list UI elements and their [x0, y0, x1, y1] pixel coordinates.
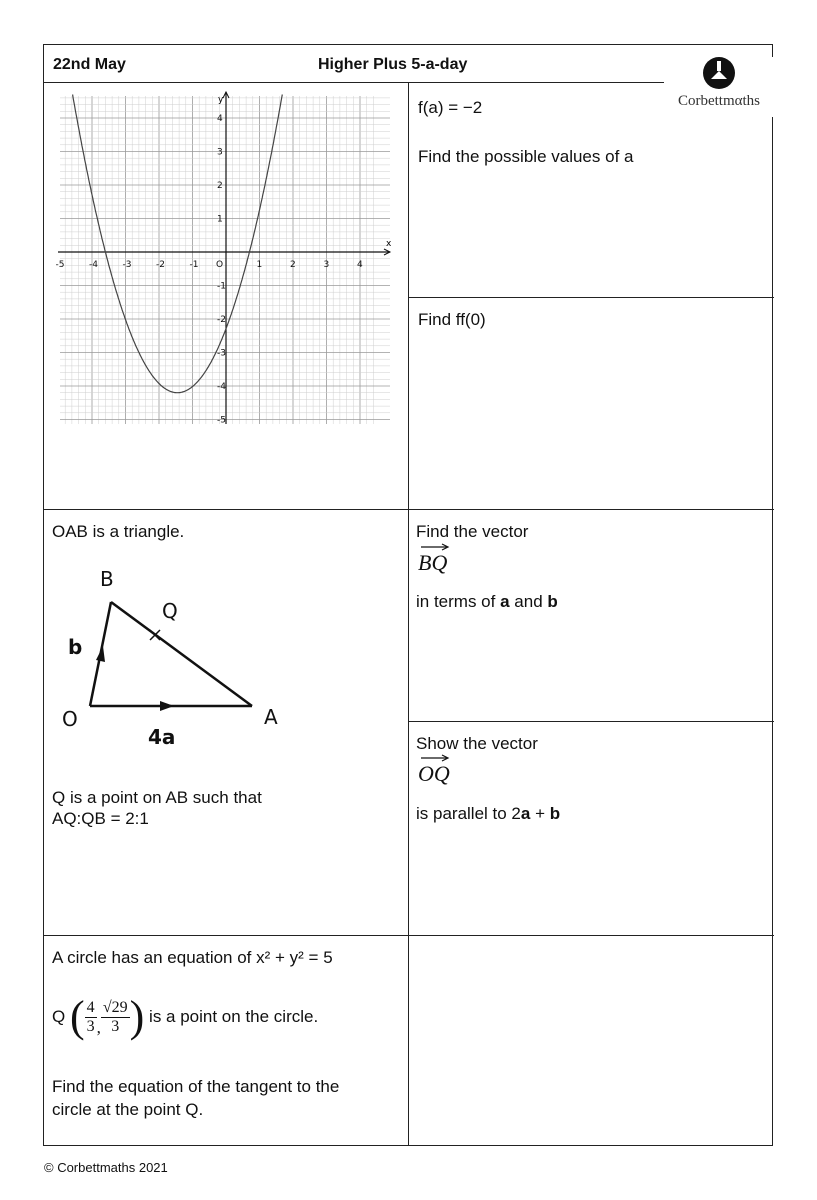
divider: [44, 935, 774, 936]
label-q: Q: [162, 599, 178, 623]
y-tick-label: -5: [217, 415, 226, 426]
x-tick-label: 4: [357, 260, 363, 270]
x-tick-label: 1: [256, 260, 263, 270]
q-marker: [150, 630, 160, 640]
q1-line2: Find the possible values of a: [418, 147, 634, 166]
q6-point: Q ( $\frac{4}{3}$ , $\frac{√29}{3}$ ) is a point on the circle.: [52, 992, 319, 1041]
divider: [408, 721, 774, 722]
page-title: Higher Plus 5-a-day: [318, 56, 468, 73]
x-axis-label: x: [386, 239, 392, 249]
date: 22nd May: [53, 56, 126, 73]
x-tick-label: 2: [290, 260, 296, 270]
label-b: b: [68, 635, 83, 659]
header: [44, 45, 772, 83]
y-tick-label: -1: [217, 281, 226, 292]
y-tick-label: -3: [217, 348, 226, 359]
q1-line1: f(a) = −2: [418, 98, 483, 117]
label-b-vertex: B: [100, 567, 114, 591]
divider: [44, 82, 664, 83]
q4-vector: BQ: [418, 552, 447, 576]
grid: [60, 96, 390, 424]
divider: [408, 297, 774, 298]
label-a: A: [264, 705, 278, 729]
corbettmaths-logo: [664, 57, 774, 117]
label-4a: 4a: [148, 725, 176, 749]
q4-line2: in terms of a and b: [416, 592, 558, 611]
arrow-head-oa: [160, 701, 174, 711]
y-tick-label: 2: [217, 181, 223, 191]
q6-line1: A circle has an equation of x² + y² = 5: [52, 948, 333, 967]
label-o: O: [62, 707, 78, 731]
x-tick-label: -1: [189, 260, 199, 270]
triangle-diagram: [52, 562, 302, 752]
y-tick-label: 1: [217, 214, 223, 225]
parabola-curve: [73, 95, 283, 393]
divider: [44, 509, 774, 510]
q6-line4: circle at the point Q.: [52, 1100, 204, 1119]
x-tick-label: O: [216, 260, 224, 270]
q6-line3: Find the equation of the tangent to the: [52, 1077, 340, 1096]
quadratic-graph: [56, 90, 392, 435]
logo-icon: [664, 57, 774, 91]
x-tick-label: -4: [89, 260, 98, 270]
q5-line2: is parallel to 2a + b: [416, 804, 561, 823]
x-tick-label: 3: [323, 260, 330, 270]
q5-vector: OQ: [418, 763, 450, 787]
x-tick-label: -2: [156, 260, 165, 270]
q3-line1: Q is a point on AB such that: [52, 788, 262, 807]
x-tick-label: -5: [56, 260, 65, 270]
brand-name: Corbettmαths: [677, 93, 761, 109]
q3-line2: AQ:QB = 2:1: [52, 809, 149, 828]
y-tick-label: 4: [217, 114, 223, 124]
y-tick-label: 3: [217, 147, 223, 158]
q5-line1: Show the vector: [416, 734, 538, 753]
x-tick-label: -3: [122, 260, 132, 270]
q3-intro: OAB is a triangle.: [52, 522, 185, 541]
footer: © Corbettmaths 2021: [44, 1160, 168, 1175]
q2-text: Find ff(0): [418, 310, 486, 329]
y-axis-label: y: [218, 95, 224, 105]
y-tick-label: -2: [217, 315, 226, 325]
column-divider: [408, 82, 409, 1146]
y-tick-label: -4: [217, 382, 226, 392]
q4-line1: Find the vector: [416, 522, 529, 541]
